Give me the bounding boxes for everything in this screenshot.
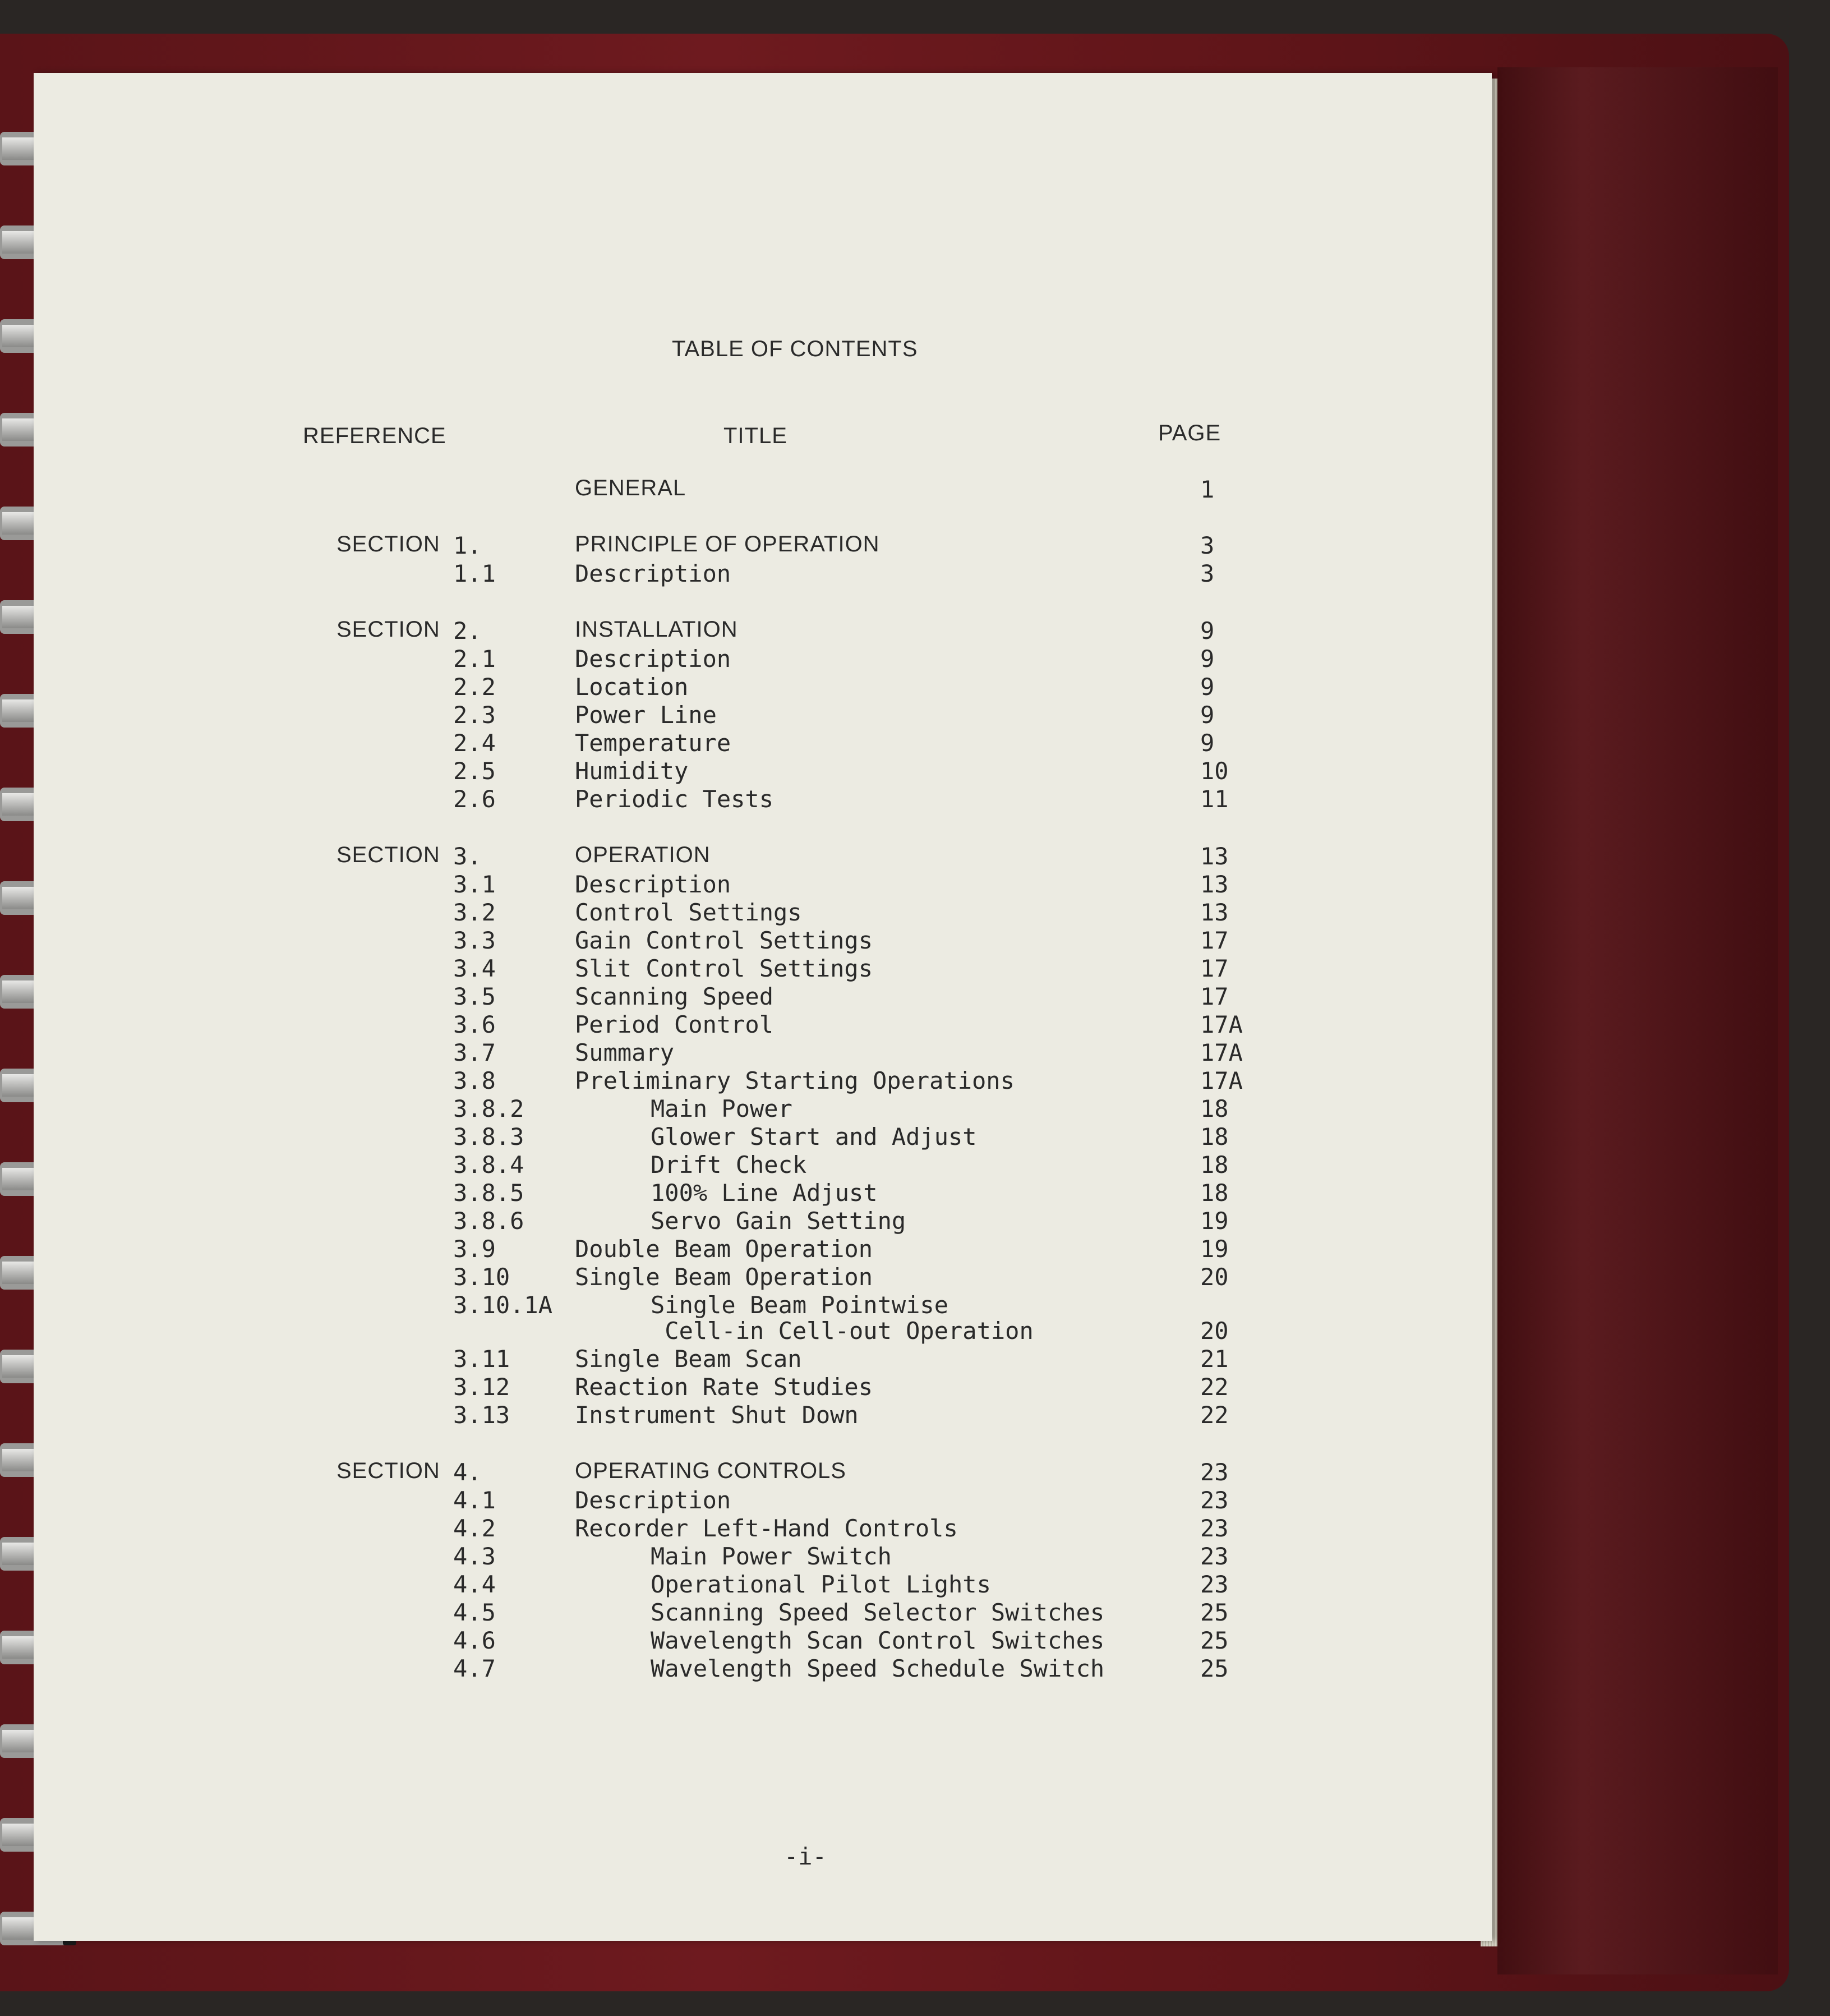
toc-reference: 3.3 [453, 927, 496, 954]
page-header: PAGE [1158, 421, 1221, 445]
toc-entry-title: Single Beam Pointwise [651, 1291, 949, 1319]
toc-entry [34, 1458, 1324, 1485]
toc-entry [34, 1067, 1324, 1094]
toc-entry-title: Reaction Rate Studies [575, 1373, 873, 1401]
toc-reference: 4.6 [453, 1627, 496, 1654]
toc-page-number: 23 [1200, 1543, 1229, 1570]
toc-entry [34, 1291, 1324, 1318]
toc-page-number: 18 [1200, 1179, 1229, 1207]
toc-reference: 2.1 [453, 645, 496, 673]
toc-page-number: 23 [1200, 1571, 1229, 1598]
toc-entry-title: Cell-in Cell-out Operation [651, 1317, 1034, 1345]
toc-entry [34, 983, 1324, 1010]
toc-entry-title: Period Control [575, 1011, 774, 1038]
toc-entry [34, 476, 1324, 503]
toc-entry-title: Main Power Switch [651, 1543, 892, 1570]
toc-page-number: 17A [1200, 1067, 1243, 1094]
toc-entry [34, 1627, 1324, 1654]
toc-page-number: 21 [1200, 1345, 1229, 1373]
toc-entry-title: 100% Line Adjust [651, 1179, 878, 1207]
toc-reference: 3.8.6 [453, 1207, 524, 1235]
toc-entry-title: OPERATION [575, 843, 711, 867]
toc-reference: 3.9 [453, 1235, 496, 1263]
toc-entry [34, 1571, 1324, 1598]
toc-entry-title: Preliminary Starting Operations [575, 1067, 1015, 1094]
toc-page-number: 13 [1200, 843, 1229, 870]
toc-entry [34, 1039, 1324, 1066]
toc-page-number: 22 [1200, 1373, 1229, 1401]
toc-entry [34, 1317, 1324, 1344]
toc-reference: 3.8.5 [453, 1179, 524, 1207]
toc-reference: 4.4 [453, 1571, 496, 1598]
toc-entry-title: Scanning Speed [575, 983, 774, 1010]
toc-entry [34, 729, 1324, 756]
reference-header: REFERENCE [303, 424, 446, 448]
toc-page-number: 22 [1200, 1401, 1229, 1429]
toc-reference: 3.10.1A [453, 1291, 553, 1319]
toc-page-number: 9 [1200, 673, 1215, 701]
toc-entry [34, 785, 1324, 812]
toc-reference: 4.3 [453, 1543, 496, 1570]
toc-entry-title: Summary [575, 1039, 675, 1066]
toc-entry-title: Location [575, 673, 689, 701]
toc-title: TABLE OF CONTENTS [672, 337, 918, 361]
toc-reference: 3.12 [453, 1373, 510, 1401]
toc-entry-title: Scanning Speed Selector Switches [651, 1599, 1105, 1626]
toc-reference: 2.3 [453, 701, 496, 729]
toc-page-number: 17 [1200, 983, 1229, 1010]
toc-page-number: 17 [1200, 955, 1229, 982]
toc-entry [34, 1179, 1324, 1206]
toc-page-number: 18 [1200, 1123, 1229, 1150]
toc-page-number: 13 [1200, 899, 1229, 926]
toc-page-number: 25 [1200, 1655, 1229, 1682]
toc-entry-title: Description [575, 871, 731, 898]
toc-entry [34, 1599, 1324, 1626]
toc-page-number: 17A [1200, 1039, 1243, 1066]
toc-entry [34, 1151, 1324, 1178]
toc-reference: 3.7 [453, 1039, 496, 1066]
toc-page-number: 25 [1200, 1599, 1229, 1626]
toc-entry-title: OPERATING CONTROLS [575, 1458, 846, 1483]
toc-page-number: 11 [1200, 785, 1229, 813]
toc-reference: 2.5 [453, 757, 496, 785]
toc-entry-title: Single Beam Scan [575, 1345, 802, 1373]
toc-reference: 3.13 [453, 1401, 510, 1429]
toc-page-number: 23 [1200, 1486, 1229, 1514]
toc-entry [34, 1515, 1324, 1541]
toc-reference: 1.1 [453, 560, 496, 587]
toc-entry-title: Drift Check [651, 1151, 807, 1179]
toc-reference: 4.5 [453, 1599, 496, 1626]
toc-section-label: SECTION [337, 617, 440, 642]
toc-entry-title: Instrument Shut Down [575, 1401, 859, 1429]
toc-entry [34, 532, 1324, 559]
toc-page [34, 73, 1492, 1941]
toc-entry [34, 1235, 1324, 1262]
toc-entry [34, 1123, 1324, 1150]
toc-entry-title: Humidity [575, 757, 689, 785]
toc-page-number: 13 [1200, 871, 1229, 898]
toc-entry [34, 645, 1324, 672]
toc-entry-title: INSTALLATION [575, 617, 738, 642]
toc-reference: 2.2 [453, 673, 496, 701]
page-folio: -i- [784, 1843, 827, 1870]
toc-page-number: 17 [1200, 927, 1229, 954]
toc-entry [34, 673, 1324, 700]
toc-section-label: SECTION [337, 532, 440, 556]
toc-reference: 2. [453, 617, 482, 645]
toc-entry [34, 701, 1324, 728]
toc-entry-title: Single Beam Operation [575, 1263, 873, 1291]
toc-page-number: 9 [1200, 701, 1215, 729]
toc-entry [34, 843, 1324, 869]
toc-reference: 3.8.4 [453, 1151, 524, 1179]
toc-entry [34, 871, 1324, 897]
toc-page-number: 1 [1200, 476, 1215, 503]
toc-entry [34, 1401, 1324, 1428]
toc-page-number: 9 [1200, 617, 1215, 645]
toc-entry-title: PRINCIPLE OF OPERATION [575, 532, 880, 556]
toc-page-number: 9 [1200, 645, 1215, 673]
toc-entry [34, 1486, 1324, 1513]
toc-entry [34, 1543, 1324, 1569]
toc-page-number: 3 [1200, 532, 1215, 559]
toc-entry-title: Temperature [575, 729, 731, 757]
toc-entry-title: Recorder Left-Hand Controls [575, 1515, 958, 1542]
binder-edge [1497, 67, 1778, 1974]
toc-entry-title: Wavelength Scan Control Switches [651, 1627, 1105, 1654]
toc-entry-title: Gain Control Settings [575, 927, 873, 954]
toc-reference: 4.1 [453, 1486, 496, 1514]
toc-reference: 2.4 [453, 729, 496, 757]
toc-page-number: 9 [1200, 729, 1215, 757]
toc-entry-title: Description [575, 560, 731, 587]
toc-page-number: 17A [1200, 1011, 1243, 1038]
toc-reference: 3.1 [453, 871, 496, 898]
toc-entry-title: Servo Gain Setting [651, 1207, 906, 1235]
toc-entry [34, 1373, 1324, 1400]
toc-page-number: 20 [1200, 1263, 1229, 1291]
toc-reference: 1. [453, 532, 482, 559]
toc-entry-title: Power Line [575, 701, 717, 729]
toc-entry [34, 955, 1324, 982]
toc-entry-title: Periodic Tests [575, 785, 774, 813]
toc-section-label: SECTION [337, 843, 440, 867]
toc-entry [34, 617, 1324, 644]
toc-reference: 3.8.2 [453, 1095, 524, 1122]
toc-reference: 4.7 [453, 1655, 496, 1682]
toc-reference: 3.8.3 [453, 1123, 524, 1150]
toc-entry-title: GENERAL [575, 476, 686, 500]
toc-reference: 3.6 [453, 1011, 496, 1038]
toc-entry-title: Glower Start and Adjust [651, 1123, 977, 1150]
toc-reference: 4. [453, 1458, 482, 1486]
toc-entry [34, 1011, 1324, 1038]
toc-entry-title: Description [575, 1486, 731, 1514]
toc-entry-title: Control Settings [575, 899, 802, 926]
toc-reference: 3.4 [453, 955, 496, 982]
toc-reference: 3.10 [453, 1263, 510, 1291]
toc-entry [34, 899, 1324, 926]
toc-reference: 2.6 [453, 785, 496, 813]
toc-page-number: 19 [1200, 1235, 1229, 1263]
toc-entry [34, 927, 1324, 954]
toc-entry [34, 1263, 1324, 1290]
toc-reference: 4.2 [453, 1515, 496, 1542]
toc-reference: 3.5 [453, 983, 496, 1010]
toc-page-number: 20 [1200, 1317, 1229, 1345]
toc-entry-title: Description [575, 645, 731, 673]
toc-reference: 3. [453, 843, 482, 870]
toc-page-number: 25 [1200, 1627, 1229, 1654]
toc-page-number: 23 [1200, 1515, 1229, 1542]
toc-reference: 3.8 [453, 1067, 496, 1094]
toc-entry [34, 1095, 1324, 1122]
toc-entry [34, 1655, 1324, 1682]
toc-page-number: 19 [1200, 1207, 1229, 1235]
toc-entry-title: Double Beam Operation [575, 1235, 873, 1263]
toc-entry [34, 757, 1324, 784]
toc-page-number: 23 [1200, 1458, 1229, 1486]
toc-page-number: 10 [1200, 757, 1229, 785]
toc-entry-title: Wavelength Speed Schedule Switch [651, 1655, 1105, 1682]
toc-section-label: SECTION [337, 1458, 440, 1483]
toc-entry [34, 1345, 1324, 1372]
toc-page-number: 3 [1200, 560, 1215, 587]
toc-entry-title: Slit Control Settings [575, 955, 873, 982]
toc-reference: 3.11 [453, 1345, 510, 1373]
toc-reference: 3.2 [453, 899, 496, 926]
toc-page-number: 18 [1200, 1095, 1229, 1122]
toc-entry-title: Main Power [651, 1095, 792, 1122]
title-header: TITLE [723, 424, 787, 448]
toc-page-number: 18 [1200, 1151, 1229, 1179]
toc-entry [34, 1207, 1324, 1234]
toc-entry [34, 560, 1324, 587]
toc-entry-title: Operational Pilot Lights [651, 1571, 991, 1598]
